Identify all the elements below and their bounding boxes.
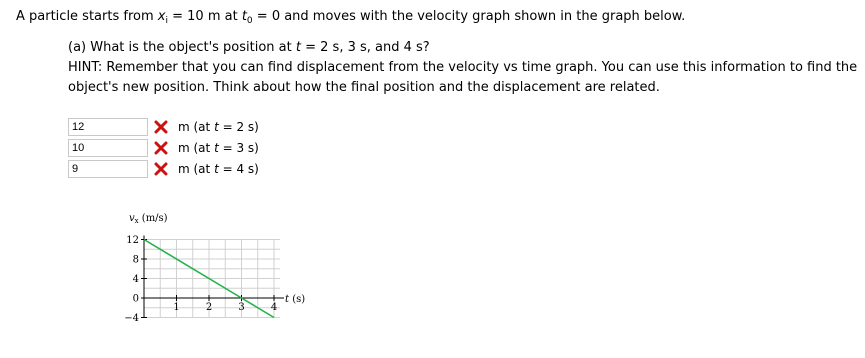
problem-eq1: = 10 m at (167, 9, 242, 24)
position-input-t3[interactable] (68, 139, 148, 157)
part-a-rest: = 2 s, 3 s, and 4 s? (300, 40, 430, 55)
incorrect-icon (154, 120, 168, 134)
y-tick-label: 4 (132, 274, 139, 285)
answer-row (68, 159, 259, 179)
y-tick-label: 12 (126, 235, 139, 246)
hint-text: HINT: Remember that you can find displacement from the velocity vs time graph. You can use this information to find the object's new position. Think about how the final position and the displacement are related. (68, 60, 858, 95)
x-axis-title: t (s) (285, 294, 306, 305)
answer-list (68, 117, 259, 180)
y-tick-label: 0 (132, 293, 139, 305)
part-a-t-variable: t (295, 40, 301, 55)
answer-row (68, 138, 259, 158)
unit-label: m (at t = 4 s) (178, 162, 259, 176)
unit-label: m (at t = 3 s) (178, 141, 259, 155)
x-tick-label: 2 (205, 302, 213, 313)
velocity-graph (118, 210, 318, 345)
position-input-t4[interactable] (68, 160, 148, 178)
x-tick-label: 1 (173, 302, 180, 313)
part-a-label: (a) What is the object's position at (68, 40, 296, 55)
y-tick-label: −4 (124, 313, 139, 324)
y-axis-title: $v_x$ (m/s) (129, 213, 168, 225)
answer-row (68, 117, 259, 137)
problem-eq2: = 0 and moves with the velocity graph shown in the graph below. (252, 9, 686, 24)
part-a-question (68, 40, 430, 55)
incorrect-icon (154, 141, 168, 155)
unit-label: m (at t = 2 s) (178, 120, 259, 134)
x-tick-label: 3 (238, 302, 245, 313)
xi-subscript: i (165, 16, 168, 26)
xi-variable: x (157, 9, 166, 24)
y-tick-label: 8 (132, 254, 139, 266)
t0-subscript: 0 (246, 16, 253, 26)
velocity-graph-svg (118, 210, 318, 345)
incorrect-icon (154, 162, 168, 176)
t0-variable: t (241, 9, 247, 24)
problem-intro: A particle starts from (16, 9, 158, 24)
x-tick-label: 4 (270, 302, 278, 313)
position-input-t2[interactable] (68, 118, 148, 136)
problem-statement (16, 9, 685, 24)
